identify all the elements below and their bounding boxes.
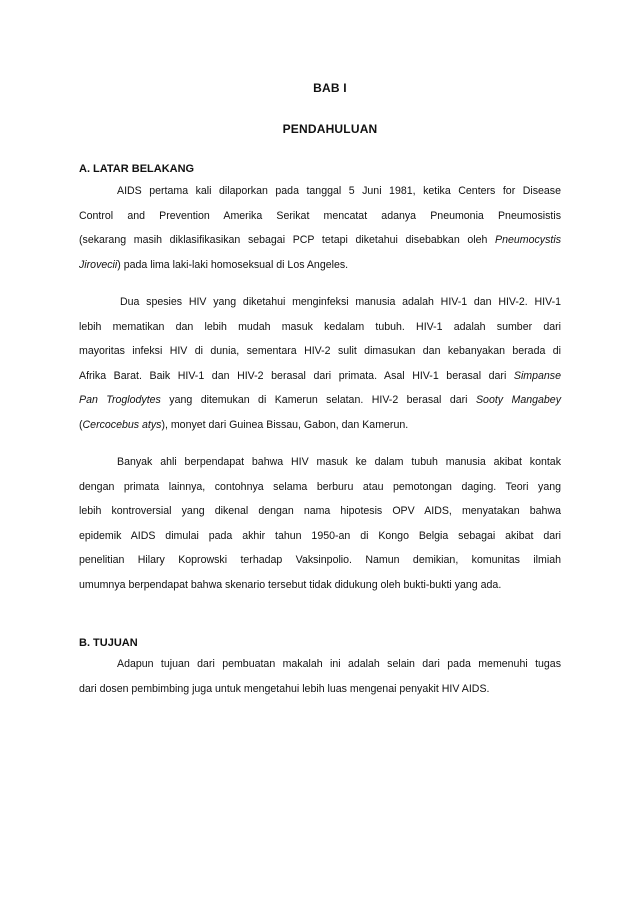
paragraph-line: dari dosen pembimbing juga untuk mengetahui lebih luas mengenai penyakit HIV AIDS. <box>79 682 490 695</box>
paragraph-line <box>79 364 561 389</box>
paragraph-line: penelitian Hilary Koprowski terhadap Vaksinpolio. Namun demikian, komunitas ilmiah <box>79 554 561 567</box>
text-run: ), monyet dari Guinea Bissau, Gabon, dan Kamerun. <box>161 418 409 431</box>
paragraph-line: epidemik AIDS dimulai pada akhir tahun 1950-an di Kongo Belgia sebagai akibat dari <box>79 529 561 542</box>
italic-term: Cercocebus atys <box>82 418 162 431</box>
paragraph-4 <box>79 652 561 701</box>
paragraph-line <box>79 228 561 253</box>
paragraph-line: lebih mematikan dan lebih mudah masuk kedalam tubuh. HIV-1 adalah sumber dari <box>79 320 561 333</box>
paragraph-line: Adapun tujuan dari pembuatan makalah ini adalah selain dari pada memenuhi tugas <box>117 658 561 670</box>
paragraph-2 <box>79 290 561 438</box>
chapter-label: BAB I <box>313 81 347 95</box>
chapter-title: PENDAHULUAN <box>282 122 378 136</box>
paragraph-line: Control and Prevention Amerika Serikat mencatat adanya Pneumonia Pneumosistis <box>79 209 561 222</box>
text-run: ( <box>79 418 83 431</box>
section-heading-latar-belakang: A. LATAR BELAKANG <box>79 163 195 175</box>
italic-term: Pneumocystis <box>495 234 561 247</box>
text-run: yang ditemukan di Kamerun selatan. HIV-2 berasal dari <box>160 394 476 407</box>
paragraph-line <box>79 413 561 438</box>
text-run: ) pada lima laki-laki homoseksual di Los Angeles. <box>117 258 349 271</box>
paragraph-line: mayoritas infeksi HIV di dunia, sementara HIV-2 sulit dimasukan dan kebanyakan berada di <box>79 345 561 358</box>
paragraph-3 <box>79 450 561 598</box>
italic-term: Sooty Mangabey <box>475 394 561 407</box>
paragraph-line: Banyak ahli berpendapat bahwa HIV masuk ke dalam tubuh manusia akibat kontak <box>117 456 561 468</box>
italic-term: Jirovecii <box>79 258 118 271</box>
paragraph-line: Dua spesies HIV yang diketahui menginfeksi manusia adalah HIV-1 dan HIV-2. HIV-1 <box>120 296 561 308</box>
section-heading-tujuan: B. TUJUAN <box>79 637 138 649</box>
paragraph-line <box>79 388 561 413</box>
italic-term: Pan Troglodytes <box>79 394 161 407</box>
paragraph-line: AIDS pertama kali dilaporkan pada tanggal 5 Juni 1981, ketika Centers for Disease <box>117 185 561 197</box>
text-run: Afrika Barat. Baik HIV-1 dan HIV-2 berasal dari primata. Asal HIV-1 berasal dari <box>79 369 514 382</box>
paragraph-line: dengan primata lainnya, contohnya selama berburu atau pemotongan daging. Teori yang <box>79 480 561 493</box>
paragraph-line: lebih kontroversial yang dikenal dengan nama hipotesis OPV AIDS, menyatakan bahwa <box>79 505 561 518</box>
text-run: (sekarang masih diklasifikasikan sebagai PCP tetapi diketahui disebabkan oleh <box>79 234 496 247</box>
italic-term: Simpanse <box>513 369 561 382</box>
paragraph-line <box>79 253 561 278</box>
paragraph-1 <box>79 179 561 277</box>
paragraph-line: umumnya berpendapat bahwa skenario tersebut tidak didukung oleh bukti-bukti yang ada. <box>79 578 502 591</box>
